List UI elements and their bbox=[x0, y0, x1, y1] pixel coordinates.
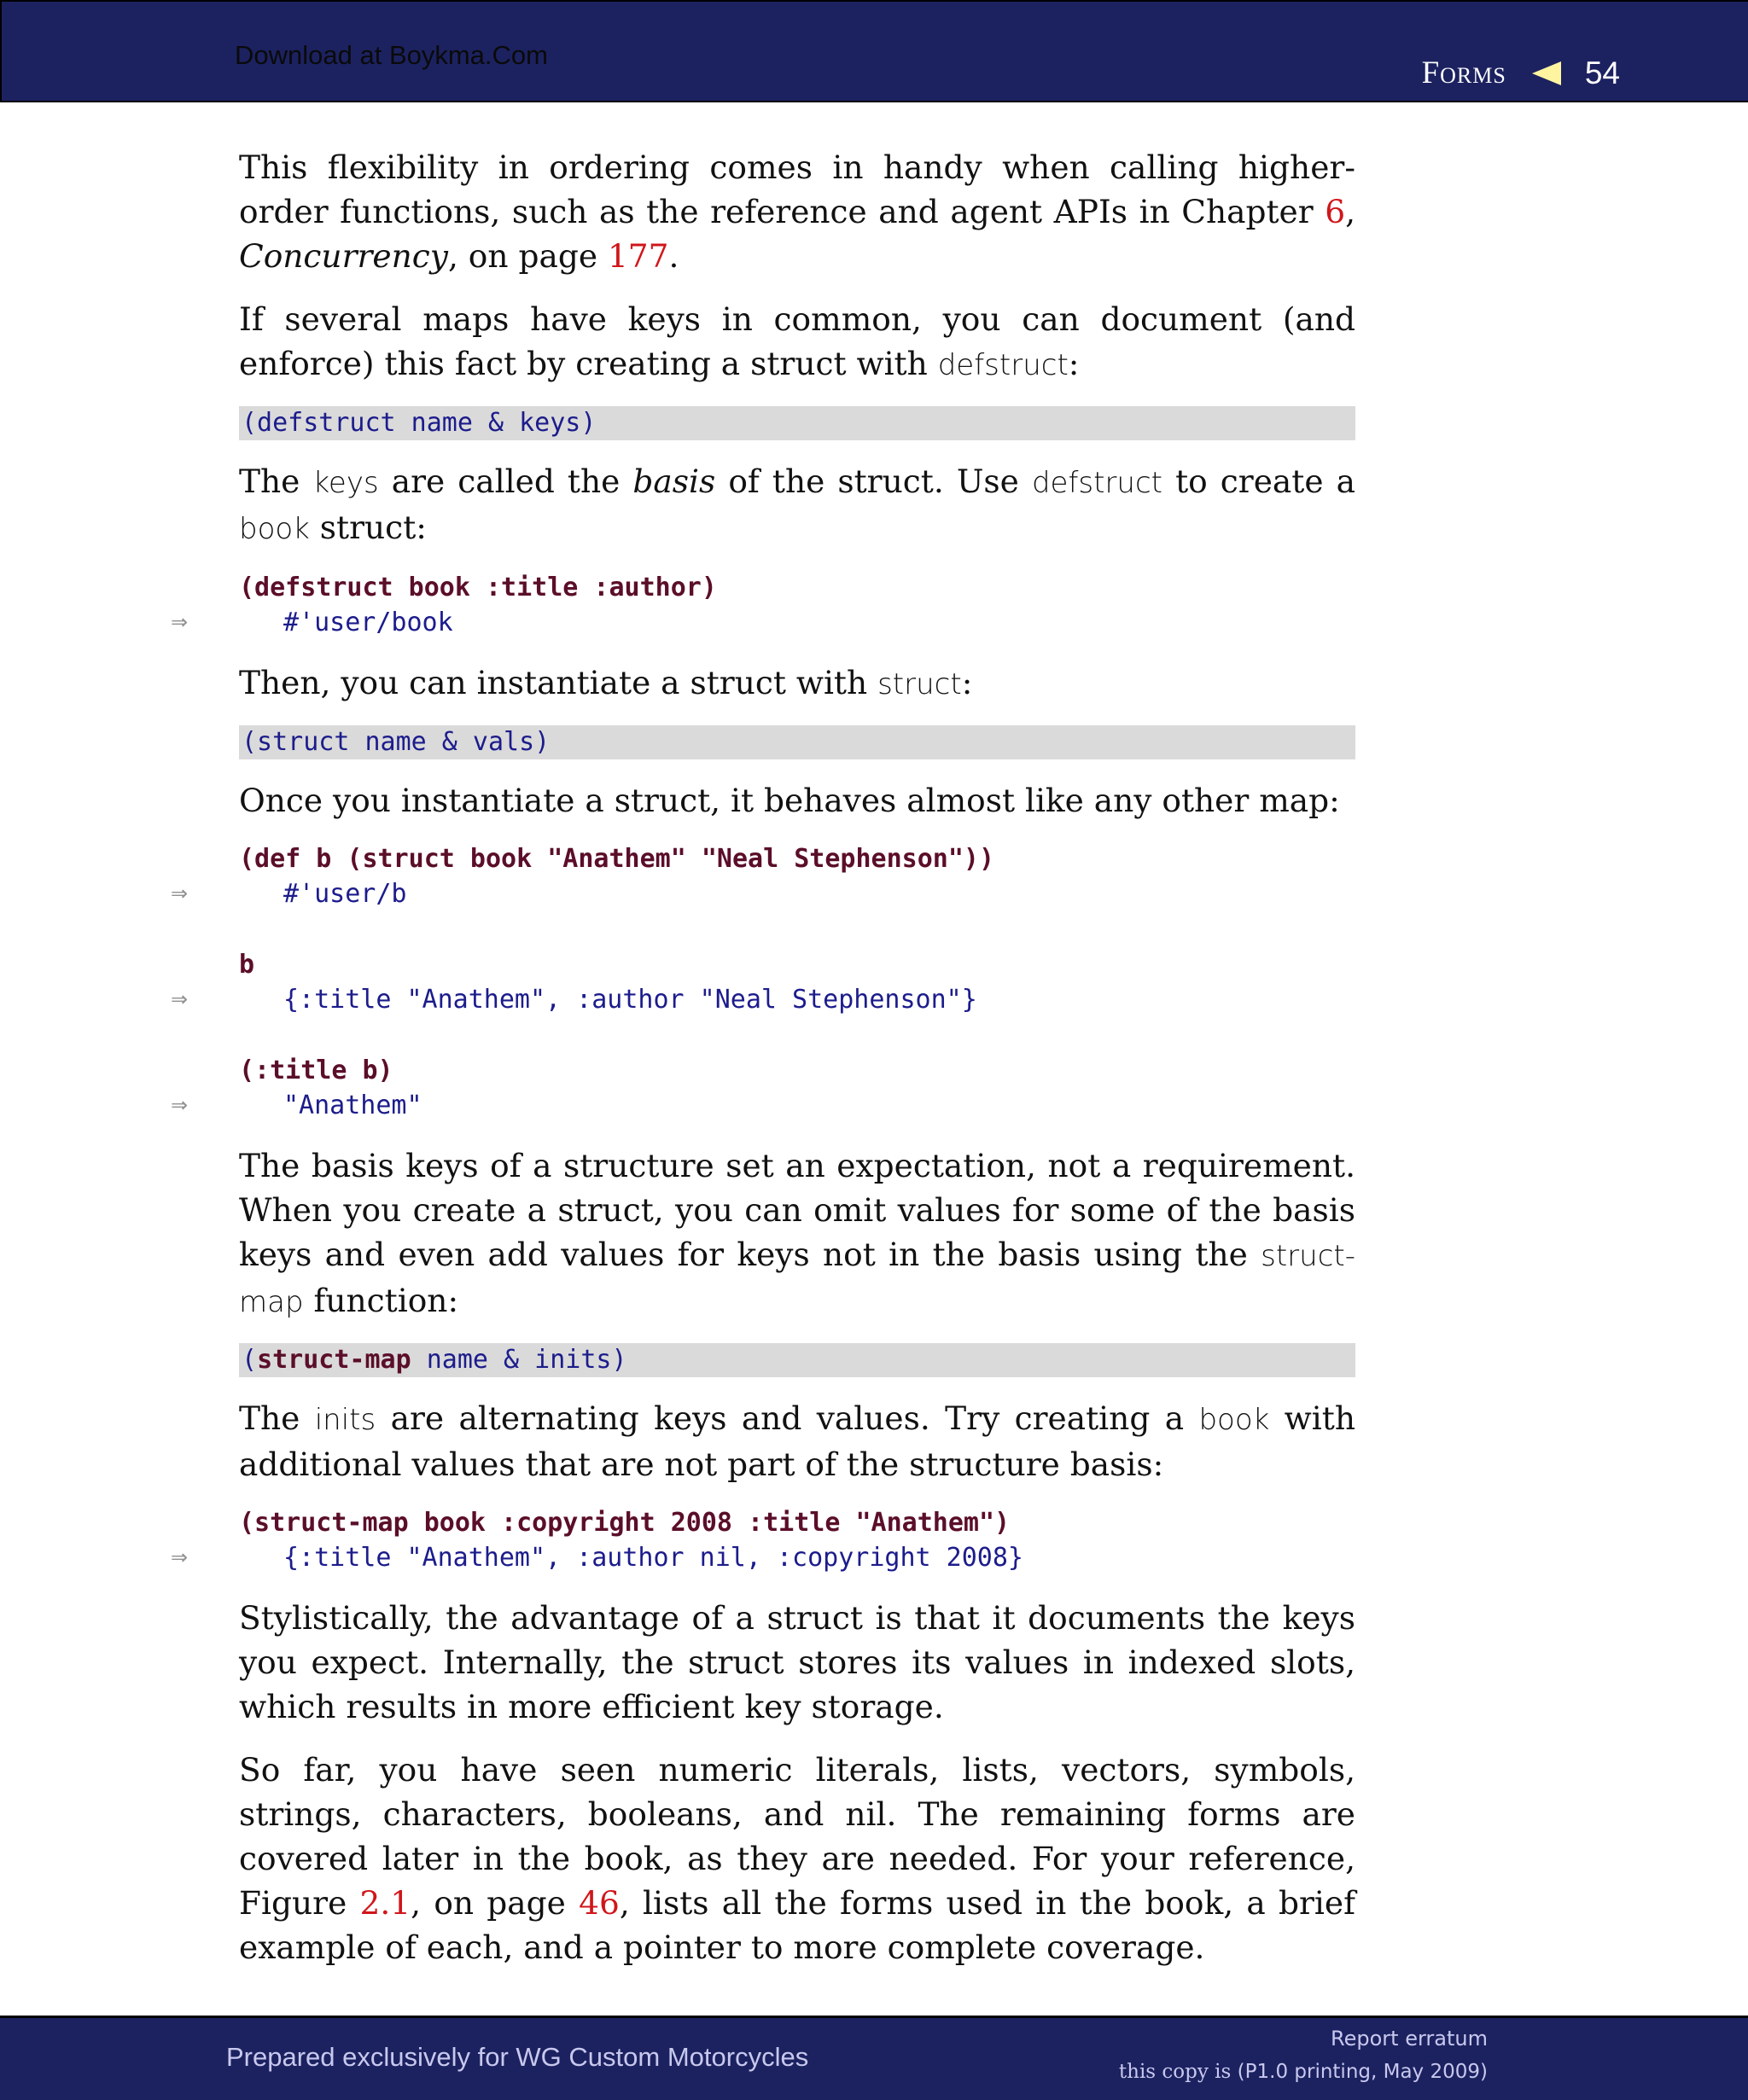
report-erratum-link[interactable]: Report erratum bbox=[1331, 2027, 1488, 2051]
struct-map-signature: (struct-map name & inits) bbox=[239, 1343, 1355, 1377]
copy-info: this copy is (P1.0 printing, May 2009) bbox=[1118, 2061, 1488, 2083]
inline-term: book bbox=[239, 512, 310, 546]
chapter-link[interactable]: 6 bbox=[1325, 193, 1346, 230]
inline-term: struct-map bbox=[239, 1239, 1355, 1319]
page-footer bbox=[0, 2016, 1748, 2100]
page-number: 54 bbox=[1584, 55, 1620, 90]
paragraph: The basis keys of a structure set an expectation, not a requirement. When you create a struct, you can omit values for some of the basis keys and even add values for keys not in the basis using the struct-map function: bbox=[239, 1147, 1355, 1319]
result-arrow-icon: ⇒ bbox=[171, 987, 189, 1011]
code-output-line: ⇒ #'user/book bbox=[239, 605, 1355, 640]
result-arrow-icon: ⇒ bbox=[171, 1093, 189, 1117]
code-output-line: ⇒ "Anathem" bbox=[239, 1088, 1355, 1123]
page-body bbox=[171, 145, 1356, 1988]
inline-term: inits bbox=[314, 1403, 376, 1437]
paragraph: Once you instantiate a struct, it behaves almost like any other map: bbox=[239, 782, 1340, 819]
code-input-line: (defstruct book :title :author) bbox=[239, 573, 717, 602]
paragraph: The inits are alternating keys and values. Try creating a book with additional values that are not part of the structure basis: bbox=[239, 1399, 1356, 1483]
paragraph: So far, you have seen numeric literals, lists, vectors, symbols, strings, characters, booleans, and nil. The remaining forms are covered later in the book, as they are needed. For your reference, Figure 2.1, on page 46, lists all the forms used in the book, a brief example of each, and a pointer to more complete coverage. bbox=[239, 1751, 1355, 1966]
result-arrow-icon: ⇒ bbox=[171, 1545, 189, 1569]
code-example bbox=[171, 570, 1355, 640]
code-example bbox=[171, 1505, 1355, 1575]
code-output-line: ⇒ {:title "Anathem", :author "Neal Stephenson"} bbox=[239, 982, 1355, 1017]
paragraph: Then, you can instantiate a struct with struct: bbox=[239, 664, 973, 701]
page-link[interactable]: 46 bbox=[579, 1884, 620, 1922]
inline-term: struct bbox=[877, 667, 962, 701]
prepared-for-text: Prepared exclusively for WG Custom Motorcycles bbox=[226, 2042, 809, 2072]
paragraph: Stylistically, the advantage of a struct is that it documents the keys you expect. Internally, the struct stores its values in indexed slots, which results in more efficient key storage. bbox=[239, 1599, 1355, 1725]
previous-page-arrow-icon[interactable] bbox=[1532, 61, 1561, 85]
paragraph: This flexibility in ordering comes in handy when calling higher-order functions, such as the reference and agent APIs in Chapter 6, Concurrency, on page 177. bbox=[239, 148, 1355, 275]
paragraph: The keys are called the basis of the struct. Use defstruct to create a book struct: bbox=[239, 462, 1355, 546]
inline-term: keys bbox=[312, 466, 379, 500]
code-output-line: ⇒ #'user/b bbox=[239, 876, 1355, 911]
inline-term: book bbox=[1198, 1403, 1270, 1437]
chapter-title: Concurrency bbox=[239, 237, 448, 275]
defstruct-signature: (defstruct name & keys) bbox=[239, 406, 1355, 440]
paragraph: If several maps have keys in common, you can document (and enforce) this fact by creating a struct with defstruct: bbox=[239, 300, 1355, 382]
code-input-line: b bbox=[239, 950, 255, 980]
code-output-line: ⇒ {:title "Anathem", :author nil, :copyright 2008} bbox=[239, 1540, 1355, 1575]
code-input-line: (def b (struct book "Anathem" "Neal Stephenson")) bbox=[239, 844, 995, 874]
result-arrow-icon: ⇒ bbox=[171, 610, 189, 634]
code-input-line: (struct-map book :copyright 2008 :title "Anathem") bbox=[239, 1508, 1011, 1538]
page-header bbox=[0, 0, 1748, 102]
section-name: Forms bbox=[1421, 55, 1506, 90]
running-head bbox=[1422, 55, 1620, 91]
download-watermark: Download at Boykma.Com bbox=[235, 40, 548, 70]
result-arrow-icon: ⇒ bbox=[171, 881, 189, 905]
emphasis-term: basis bbox=[632, 462, 716, 500]
struct-signature: (struct name & vals) bbox=[239, 725, 1355, 759]
page-link[interactable]: 177 bbox=[607, 237, 669, 275]
figure-link[interactable]: 2.1 bbox=[359, 1884, 411, 1922]
inline-term: defstruct bbox=[1031, 466, 1163, 500]
code-input-line: (:title b) bbox=[239, 1056, 393, 1085]
code-example bbox=[171, 841, 1355, 1123]
inline-term: defstruct bbox=[937, 348, 1069, 382]
